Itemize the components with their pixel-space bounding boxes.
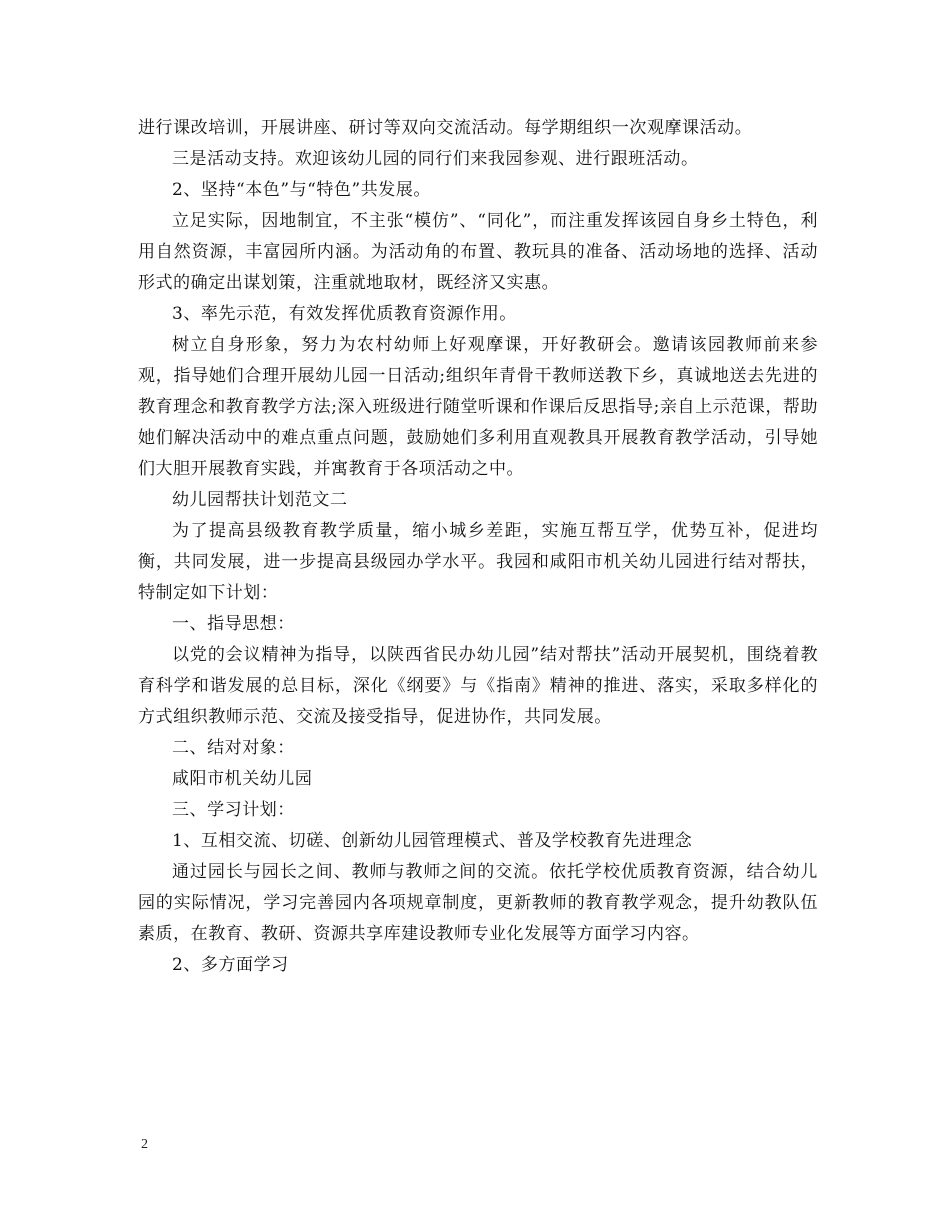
subsection-heading: 1、互相交流、切磋、创新幼儿园管理模式、普及学校教育先进理念	[172, 831, 693, 851]
body-paragraph: 树立自身形象，努力为农村幼师上好观摩课，开好教研会。邀请该园教师前来参观，指导她们合理开展幼儿园一日活动;组织年青骨干教师送教下乡，真诚地送去先进的教育理念和教育教学方法;深入班级进行随堂听课和作课后反思指导;亲自上示范课，帮助她们解决活动中的难点重点问题，鼓励她们多利用直观教具开展教育教学活动，引导她们大胆开展教育实践，并寓教育于各项活动之中。	[138, 335, 818, 479]
section-heading: 3、率先示范，有效发挥优质教育资源作用。	[172, 304, 517, 324]
body-paragraph: 以党的会议精神为指导，以陕西省民办幼儿园”结对帮扶”活动开展契机，围绕着教育科学和谐发展的总目标，深化《纲要》与《指南》精神的推进、落实，采取多样化的方式组织教师示范、交流及接受指导，促进协作，共同发展。	[138, 645, 818, 727]
page-number: 2	[141, 1137, 148, 1152]
section-heading: 三、学习计划：	[172, 800, 295, 820]
body-paragraph: 为了提高县级教育教学质量，缩小城乡差距，实施互帮互学，优势互补，促进均衡，共同发展，进一步提高县级园办学水平。我园和咸阳市机关幼儿园进行结对帮扶，特制定如下计划：	[138, 521, 818, 603]
body-paragraph-continuation: 进行课改培训，开展讲座、研讨等双向交流活动。每学期组织一次观摩课活动。	[138, 118, 753, 138]
document-subtitle: 幼儿园帮扶计划范文二	[172, 490, 348, 510]
body-paragraph: 立足实际，因地制宜，不主张“模仿”、“同化”，而注重发挥该园自身乡土特色，利用自然资源，丰富园所内涵。为活动角的布置、教玩具的准备、活动场地的选择、活动形式的确定出谋划策，注重就地取材，既经济又实惠。	[138, 211, 818, 293]
document-body	[138, 113, 818, 981]
body-paragraph: 咸阳市机关幼儿园	[172, 769, 313, 789]
body-paragraph: 三是活动支持。欢迎该幼儿园的同行们来我园参观、进行跟班活动。	[172, 149, 699, 169]
subsection-heading: 2、多方面学习	[172, 955, 289, 975]
body-paragraph: 通过园长与园长之间、教师与教师之间的交流。依托学校优质教育资源，结合幼儿园的实际情况，学习完善园内各项规章制度，更新教师的教育教学观念，提升幼教队伍素质，在教育、教研、资源共享库建设教师专业化发展等方面学习内容。	[138, 862, 818, 944]
section-heading: 2、坚持“本色”与“特色”共发展。	[172, 180, 431, 200]
section-heading: 二、结对对象：	[172, 738, 295, 758]
section-heading: 一、指导思想：	[172, 614, 295, 634]
